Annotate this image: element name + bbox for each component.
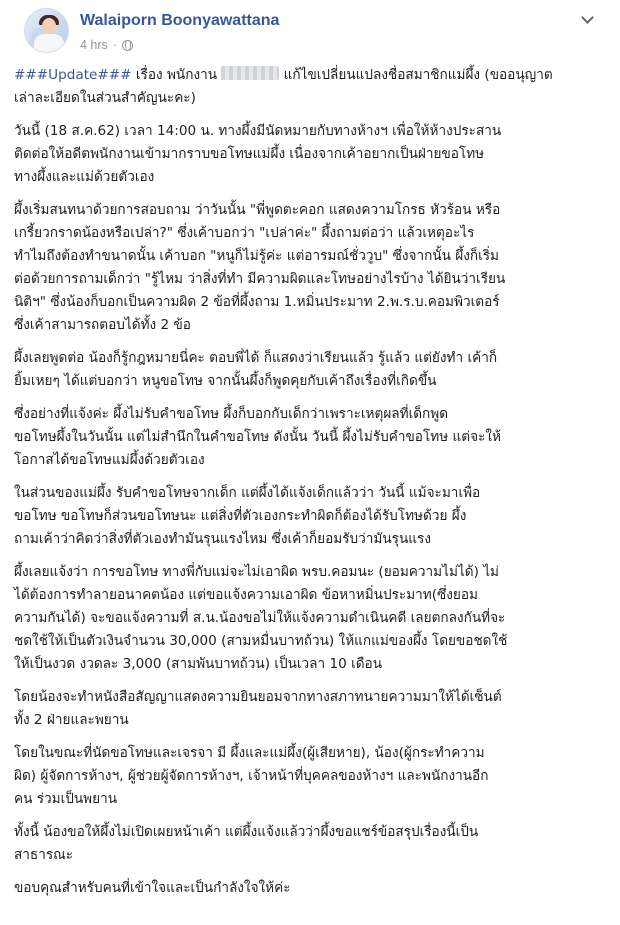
paragraph-11 [14, 877, 606, 900]
text-line: วันนี้ (18 ส.ค.62) เวลา 14:00 น. ทางผึ้งมีนัดหมายกับทางห้างฯ เพื่อให้ห้างประสาน [14, 123, 502, 139]
avatar-face [42, 18, 56, 34]
avatar-shirt [34, 34, 64, 53]
text-line: ขอโทษผึ้งในวันนั้น แต่ไม่สำนึกในคำขอโทษ ดังนั้น วันนี้ ผึ้งไม่รับคำขอโทษ แต่จะให้ [14, 429, 501, 445]
text-line: ถามเค้าว่าคิดว่าสิ่งที่ตัวเองทำมันรุนแรงไหม ซึ่งเค้าก็ยอมรับว่ามันรุนแรง [14, 531, 431, 547]
text-line: ซึ่งอย่างที่แจ้งค่ะ ผึ้งไม่รับคำขอโทษ ผึ้งก็บอกกับเด็กว่าเพราะเหตุผลที่เด็กพูด [14, 406, 449, 422]
text-line: ผึ้งเลยพูดต่อ น้องก็รู้กฎหมายนี่คะ ตอบพี่ได้ ก็แสดงว่าเรียนแล้ว รู้แล้ว แต่ยังทำ เค้าก็ [14, 350, 498, 366]
paragraph-1 [14, 64, 606, 110]
meta-separator: · [112, 38, 117, 52]
text-line: ทั้งนี้ น้องขอให้ผึ้งไม่เปิดเผยหน้าเค้า แต่ผึ้งแจ้งแล้วว่าผึ้งขอแชร์ข้อสรุปเรื่องนี้เป็น [14, 824, 479, 840]
text-line: ซึ่งเค้าสามารถตอบได้ทั้ง 2 ข้อ [14, 317, 191, 333]
text-segment: แก้ไขเปลี่ยนแปลงชื่อสมาชิกแม่ผึ้ง (ขออนุญาต [279, 67, 553, 83]
post-timestamp[interactable]: 4 hrs [80, 38, 108, 52]
paragraph-10 [14, 821, 606, 867]
text-line: ติดต่อให้อดีตพนักงานเข้ามากราบขอโทษแม่ผึ้ง เนื่องจากเค้าอยากเป็นฝ่ายขอโทษ [14, 146, 485, 162]
text-line: ขอโทษ ขอโทษก็ส่วนขอโทษนะ แต่สิ่งที่ตัวเองกระทำผิดก็ต้องได้รับโทษด้วย ผึ้ง [14, 508, 467, 524]
globe-icon[interactable] [122, 40, 133, 51]
author-name[interactable]: Walaiporn Boonyawattana [80, 12, 280, 29]
text-line: โอกาสได้ขอโทษแม่ผึ้งด้วยตัวเอง [14, 452, 205, 468]
text-line: ความกันได้) จะขอแจ้งความที่ ส.น.น้องขอไม่ให้แจ้งความดำเนินคดี เลยตกลงกันที่จะ [14, 610, 506, 626]
text-line: นิติฯ" ซึ่งน้องก็บอกเป็นความผิด 2 ข้อที่ผึ้งถาม 1.หมิ่นประมาท 2.พ.ร.บ.คอมพิวเตอร์ [14, 294, 500, 310]
text-line: ขอบคุณสำหรับคนที่เข้าใจและเป็นกำลังใจให้ค่ะ [14, 880, 291, 896]
text-line: ต่อด้วยการถามเด็กว่า "รู้ไหม ว่าสิ่งที่ทำ มีความผิดและโทษอย่างไรบ้าง ได้ยินว่าเรียน [14, 271, 506, 287]
text-line: ทั้ง 2 ฝ่ายและพยาน [14, 712, 129, 728]
text-line: ได้ต้องการทำลายอนาคตน้อง แต่ขอแจ้งความเอาผิด ข้อหาหมิ่นประมาท(ซึ่งยอม [14, 587, 479, 603]
text-line: ผึ้งเริ่มสนทนาด้วยการสอบถาม ว่าวันนั้น "พี่พูดตะคอก แสดงความโกรธ หัวร้อน หรือ [14, 202, 501, 218]
update-hashtag[interactable]: ###Update### [14, 67, 132, 83]
text-line: โดยในขณะที่นัดขอโทษและเจรจา มี ผึ้งและแม่ผึ้ง(ผู้เสียหาย), น้อง(ผู้กระทำความ [14, 745, 485, 761]
text-line [14, 64, 606, 87]
text-line: โดยน้องจะทำหนังสือสัญญาแสดงความยินยอมจากทางสภาทนายความมาให้ได้เซ็นต์ [14, 689, 502, 705]
paragraph-7 [14, 561, 606, 676]
paragraph-8 [14, 686, 606, 732]
text-line: ผิด) ผู้จัดการห้างฯ, ผู้ช่วยผู้จัดการห้างฯ, เจ้าหน้าที่บุคคลของห้างฯ และพนักงานอีก [14, 768, 489, 784]
text-line: ทำไมถึงต้องทำขนาดนั้น เค้าบอก "หนูก็ไม่รู้ค่ะ แต่อารมณ์ชั่ววูบ" ซึ่งจากนั้น ผึ้งก็เริ่ม [14, 248, 500, 264]
redacted-name [221, 66, 279, 80]
text-line: เกรี้ยวกราดน้องหรือเปล่า?" ซึ่งเค้าบอกว่า "เปล่าค่ะ" ผึ้งถามต่อว่า แล้วเหตุอะไร [14, 225, 475, 241]
post-header [12, 0, 606, 62]
text-line: เล่าละเอียดในส่วนสำคัญนะคะ) [14, 90, 196, 106]
text-line: สาธารณะ [14, 847, 74, 863]
text-line: ในส่วนของแม่ผึ้ง รับคำขอโทษจากเด็ก แต่ผึ้งได้แจ้งเด็กแล้วว่า วันนี้ แม้จะมาเพื่อ [14, 485, 481, 501]
paragraph-3 [14, 199, 606, 337]
paragraph-5 [14, 403, 606, 472]
text-line: คน ร่วมเป็นพยาน [14, 791, 118, 807]
text-line: ผึ้งเลยแจ้งว่า การขอโทษ ทางพี่กับแม่จะไม่เอาผิด พรบ.คอมนะ (ยอมความไม่ได้) ไม่ [14, 564, 500, 580]
avatar[interactable] [24, 8, 69, 53]
text-line: ยิ้มเหยๆ ได้แต่บอกว่า หนูขอโทษ จากนั้นผึ้งก็พูดคุยกับเค้าถึงเรื่องที่เกิดขึ้น [14, 373, 437, 389]
text-line: ชดใช้ให้เป็นตัวเงินจำนวน 30,000 (สามหมื่นบาทถ้วน) ให้แกแม่ของผึ้ง โดยขอชดใช้ [14, 633, 508, 649]
paragraph-2 [14, 120, 606, 189]
text-line: ให้เป็นงวด งวดละ 3,000 (สามพันบาทถ้วน) เป็นเวลา 10 เดือน [14, 656, 383, 672]
text-segment: เรื่อง พนักงาน [131, 67, 222, 83]
paragraph-9 [14, 742, 606, 811]
post-meta [80, 38, 133, 52]
paragraph-4 [14, 347, 606, 393]
text-line: ทางผึ้งและแม่ด้วยตัวเอง [14, 169, 155, 185]
chevron-down-icon[interactable] [580, 12, 596, 28]
paragraph-6 [14, 482, 606, 551]
post-body [14, 64, 606, 910]
